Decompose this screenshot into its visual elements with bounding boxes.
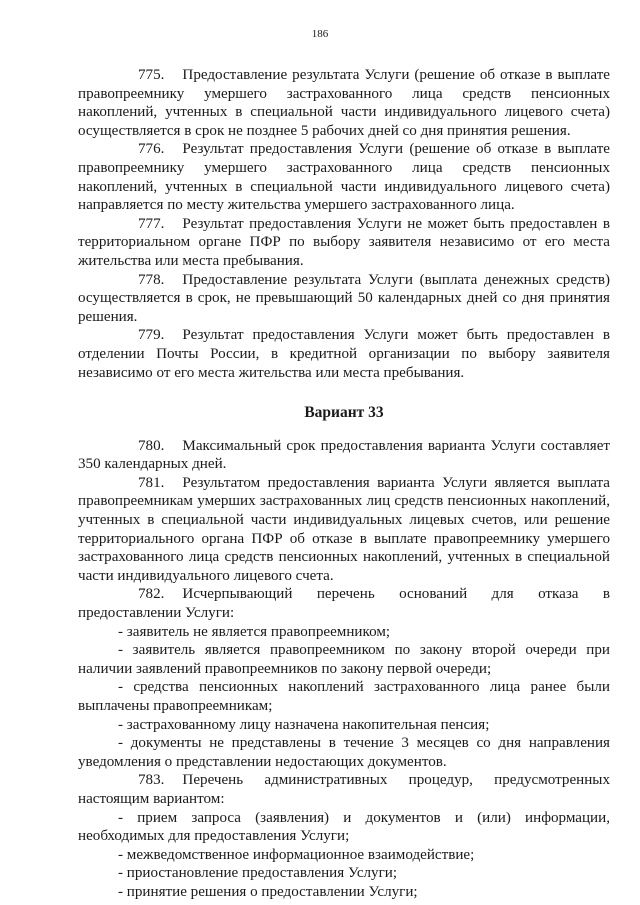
paragraph-text: Исчерпывающий перечень оснований для отказа в предоставлении Услуги: xyxy=(78,586,610,622)
paragraph-number: 775. xyxy=(138,67,165,83)
paragraph-number: 780. xyxy=(138,437,165,454)
list-item: - приостановление предоставления Услуги; xyxy=(118,865,398,882)
paragraph-number: 776. xyxy=(138,141,165,158)
paragraph-778 xyxy=(78,271,610,327)
list-item: - средства пенсионных накоплений застрахованного лица ранее были выплачены правопреемникам; xyxy=(78,679,610,714)
list-item: - межведомственное информационное взаимодействие; xyxy=(118,846,475,863)
list-item: - заявитель является правопреемником по закону второй очереди при наличии заявлений правопреемников по закону первой очереди; xyxy=(78,642,610,677)
paragraph-text: Результат предоставления Услуги не может быть предоставлен в территориальном органе ПФР по выбору заявителя независимо от его места жительства или места пребывания. xyxy=(78,215,610,269)
paragraph-776 xyxy=(78,140,610,214)
list-item: - заявитель не является правопреемником; xyxy=(118,623,391,640)
list-item: - принятие решения о предоставлении Услуги; xyxy=(118,883,418,900)
paragraph-text: Результат предоставления Услуги может быть предоставлен в отделении Почты России, в кредитной организации по выбору заявителя независимо от его места жительства или места пребывания. xyxy=(78,327,610,381)
section-title: Вариант 33 xyxy=(304,404,384,422)
paragraph-text: Результат предоставления Услуги (решение об отказе в выплате правопреемнику умершего застрахованного лица средств пенсионных накоплений, учтенных в специальной части индивидуального лицевого счета) направляется по месту жительства умершего застрахованного лица. xyxy=(78,141,610,214)
paragraph-781 xyxy=(78,474,610,586)
paragraph-775 xyxy=(78,66,610,140)
paragraph-text: Максимальный срок предоставления варианта Услуги составляет 350 календарных дней. xyxy=(78,437,610,473)
paragraph-text: Перечень административных процедур, предусмотренных настоящим вариантом: xyxy=(78,772,610,807)
paragraph-782 xyxy=(78,585,610,622)
paragraph-number: 783. xyxy=(138,772,165,789)
document-body xyxy=(78,66,610,902)
paragraph-783 xyxy=(78,771,610,808)
page-number: 186 xyxy=(311,28,329,40)
paragraph-number: 781. xyxy=(138,474,165,491)
list-item: - застрахованному лицу назначена накопительная пенсия; xyxy=(118,716,490,733)
paragraph-number: 777. xyxy=(138,215,165,232)
paragraph-779 xyxy=(78,326,610,382)
paragraph-number: 782. xyxy=(138,586,165,603)
paragraph-780 xyxy=(78,437,610,474)
paragraph-777 xyxy=(78,215,610,271)
paragraph-text: Предоставление результата Услуги (выплата денежных средств) осуществляется в срок, не превышающий 50 календарных дней со дня принятия решения. xyxy=(78,271,610,325)
paragraph-text: Результатом предоставления варианта Услуги является выплата правопреемникам умерших застрахованных лиц средств пенсионных накоплений, учтенных в специальной части индивидуальных лицевых счетов, или решение территориального органа ПФР об отказе в выплате правопреемнику умершего застрахованного лица средств пенсионных накоплений, учтенных в специальной части индивидуального лицевого счета. xyxy=(78,474,610,584)
paragraph-number: 779. xyxy=(138,327,165,344)
paragraph-text: Предоставление результата Услуги (решение об отказе в выплате правопреемнику умершего застрахованного лица средств пенсионных накоплений, учтенных в специальной части индивидуального лицевого счета) осуществляется в срок не позднее 5 рабочих дней со дня принятия решения. xyxy=(78,67,610,139)
list-item: - документы не представлены в течение 3 месяцев со дня направления уведомления о представлении недостающих документов. xyxy=(78,735,610,770)
list-item: - прием запроса (заявления) и документов и (или) информации, необходимых для предоставления Услуги; xyxy=(78,809,610,845)
paragraph-number: 778. xyxy=(138,271,165,288)
